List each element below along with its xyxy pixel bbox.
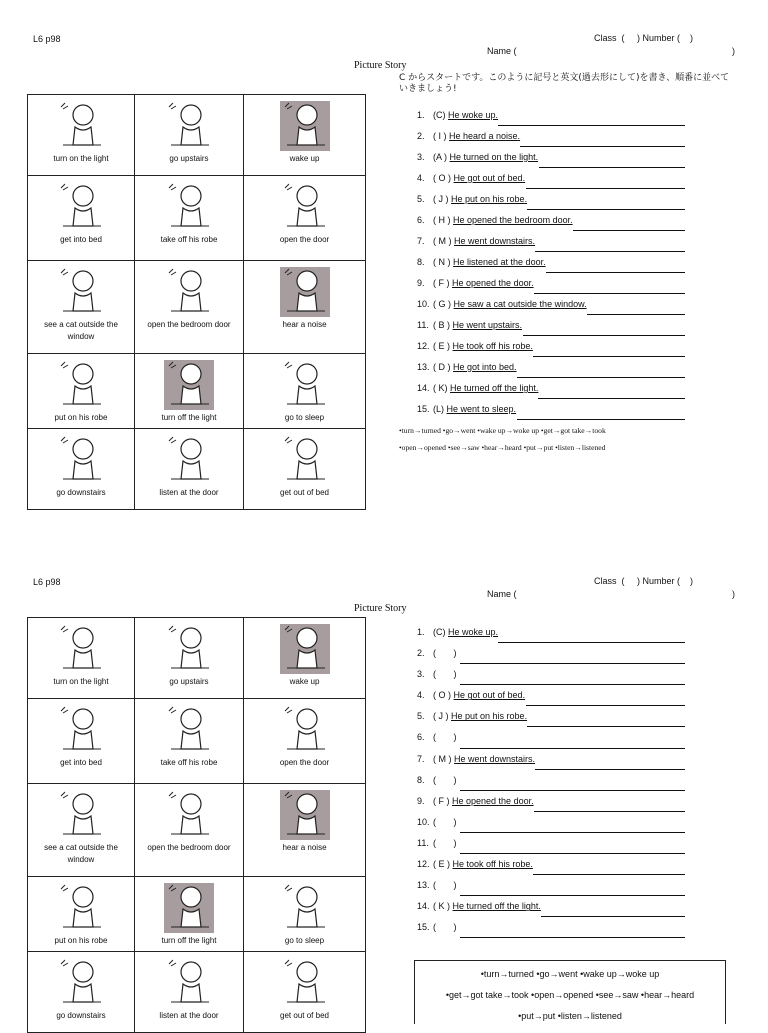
answer-number: 4. — [417, 173, 425, 183]
answer-list — [417, 627, 707, 943]
name-field: Name ( ) — [487, 589, 735, 599]
picture-cell — [244, 784, 366, 877]
picture-label: listen at the door — [159, 1011, 219, 1020]
answer-letter: ( J ) — [433, 194, 449, 204]
answer-number: 11. — [417, 837, 429, 848]
lamp-person-picture — [53, 622, 109, 676]
bedroom-door-picture — [161, 788, 217, 842]
grid-row — [28, 618, 366, 699]
answer-letter: ( ) — [433, 669, 457, 680]
answer-number: 2. — [417, 648, 425, 659]
answer-text: He opened the bedroom door. — [453, 215, 573, 225]
picture-label: go downstairs — [56, 488, 106, 497]
answer-text: He got into bed. — [453, 362, 517, 372]
picture-cell — [244, 877, 366, 952]
picture-label: wake up — [289, 154, 320, 163]
answer-number: 13. — [417, 880, 430, 891]
answer-text: He opened the door. — [452, 278, 534, 288]
lesson-label: L6 p98 — [33, 577, 61, 587]
worksheet-blank — [0, 543, 768, 1024]
answer-underline — [527, 209, 685, 210]
answer-line[interactable] — [417, 775, 707, 796]
picture-cell — [28, 354, 135, 429]
answer-letter: ( H ) — [433, 215, 451, 225]
answer-number: 3. — [417, 669, 425, 680]
answer-number: 7. — [417, 236, 425, 246]
answer-letter: ( F ) — [433, 278, 450, 288]
answer-underline — [534, 293, 685, 294]
picture-label: see a cat outside the window — [44, 843, 118, 864]
answer-letter: (L) — [433, 404, 444, 414]
answer-line[interactable] — [417, 901, 707, 922]
name-label: Name ( — [487, 589, 517, 599]
answer-underline — [587, 314, 685, 315]
answer-underline — [460, 663, 685, 664]
answer-underline — [460, 853, 685, 854]
hint-line: •get→got take→took •open→opened •see→saw •hear→heard — [445, 990, 695, 1000]
answer-letter: ( ) — [433, 816, 457, 827]
answer-text: He woke up. — [448, 110, 499, 120]
picture-cell — [28, 176, 135, 261]
picture-cell — [135, 784, 244, 877]
answer-letter: (A ) — [433, 152, 448, 162]
answer-letter: ( F ) — [433, 795, 450, 806]
answer-line[interactable] — [417, 173, 707, 194]
answer-line[interactable] — [417, 383, 707, 404]
answer-underline — [517, 377, 685, 378]
downstairs-picture — [53, 433, 109, 487]
number-label: Number ( ) — [642, 33, 694, 43]
light-off-picture — [161, 881, 217, 935]
answer-letter: ( N ) — [433, 257, 451, 267]
answer-line[interactable] — [417, 215, 707, 236]
picture-label: put on his robe — [54, 413, 108, 422]
answer-number: 1. — [417, 627, 425, 637]
answer-underline — [460, 937, 685, 938]
answer-letter: ( ) — [433, 880, 457, 891]
class-label: Class ( ) — [594, 33, 641, 43]
answer-number: 10. — [417, 299, 430, 309]
answer-letter: ( E ) — [433, 859, 450, 870]
answer-number: 9. — [417, 795, 425, 806]
answer-text: He woke up. — [448, 627, 499, 637]
picture-label: get out of bed — [280, 1011, 329, 1020]
answer-text: He opened the door. — [452, 795, 534, 806]
answer-number: 7. — [417, 753, 425, 764]
picture-label: go to sleep — [284, 936, 325, 945]
answer-underline — [539, 167, 685, 168]
picture-grid — [27, 94, 366, 510]
answer-line[interactable] — [417, 194, 707, 215]
answer-line[interactable] — [417, 131, 707, 152]
answer-letter: ( ) — [433, 774, 457, 785]
picture-cell — [135, 952, 244, 1033]
picture-cell — [28, 95, 135, 176]
answer-number: 8. — [417, 774, 425, 785]
out-of-bed-picture — [277, 956, 333, 1010]
answer-letter: ( O ) — [433, 690, 451, 701]
picture-cell — [135, 176, 244, 261]
answer-line[interactable] — [417, 859, 707, 880]
picture-label: turn off the light — [161, 936, 217, 945]
answer-underline — [520, 146, 685, 147]
picture-label: go downstairs — [56, 1011, 106, 1020]
listen-door-picture — [161, 956, 217, 1010]
robe-picture — [161, 703, 217, 757]
answer-number: 3. — [417, 152, 425, 162]
name-label: Name ( — [487, 46, 517, 56]
answer-text: He put on his robe. — [451, 194, 528, 204]
waking-person-picture — [277, 99, 333, 153]
out-of-bed-picture — [277, 433, 333, 487]
answer-text: He put on his robe. — [451, 711, 528, 722]
answer-underline — [526, 705, 685, 706]
name-field: Name ( ) — [487, 46, 735, 56]
picture-cell — [135, 618, 244, 699]
answer-text: He heard a noise. — [449, 131, 521, 141]
door-picture — [277, 180, 333, 234]
answer-underline — [460, 790, 685, 791]
grid-row — [28, 952, 366, 1033]
answer-underline — [546, 272, 685, 273]
picture-grid — [27, 617, 366, 1033]
page-title: Picture Story — [354, 60, 407, 71]
answer-number: 12. — [417, 859, 430, 870]
number-label: Number ( ) — [642, 576, 694, 586]
answer-number: 6. — [417, 215, 425, 225]
answer-list — [417, 110, 707, 425]
answer-text: He turned on the light. — [449, 152, 539, 162]
noise-picture — [277, 788, 333, 842]
picture-cell — [244, 261, 366, 354]
picture-label: get into bed — [60, 758, 102, 767]
answer-number: 13. — [417, 362, 430, 372]
answer-letter: ( J ) — [433, 711, 449, 722]
light-off-picture — [161, 358, 217, 412]
answer-text: He got out of bed. — [453, 173, 526, 183]
answer-underline — [533, 874, 685, 875]
grid-row — [28, 429, 366, 510]
robe-on-picture — [53, 358, 109, 412]
answer-number: 1. — [417, 110, 425, 120]
answer-text: He went downstairs. — [454, 236, 536, 246]
answer-text: He went downstairs. — [454, 753, 536, 764]
answer-number: 15. — [417, 922, 430, 933]
answer-underline — [533, 356, 685, 357]
picture-label: go upstairs — [169, 154, 209, 163]
answer-line[interactable] — [417, 838, 707, 859]
picture-cell — [244, 618, 366, 699]
bed-picture — [53, 703, 109, 757]
answer-text: He turned off the light. — [450, 383, 539, 393]
answer-underline — [460, 684, 685, 685]
picture-label: see a cat outside the window — [44, 320, 118, 341]
answer-letter: ( G ) — [433, 299, 451, 309]
answer-text: He turned off the light. — [452, 901, 541, 912]
listen-door-picture — [161, 433, 217, 487]
answer-letter: ( K ) — [433, 901, 450, 912]
answer-line[interactable] — [417, 669, 707, 690]
picture-label: open the bedroom door — [147, 843, 231, 852]
answer-number: 11. — [417, 320, 429, 330]
answer-letter: ( ) — [433, 922, 457, 933]
picture-label: get into bed — [60, 235, 102, 244]
picture-cell — [244, 176, 366, 261]
picture-cell — [135, 354, 244, 429]
picture-label: put on his robe — [54, 936, 108, 945]
answer-letter: ( K) — [433, 383, 448, 393]
picture-cell — [244, 354, 366, 429]
class-number-field — [594, 576, 693, 586]
picture-label: take off his robe — [160, 235, 218, 244]
grid-row — [28, 176, 366, 261]
bed-picture — [53, 180, 109, 234]
page-title: Picture Story — [354, 603, 407, 614]
answer-letter: ( I ) — [433, 131, 447, 141]
downstairs-picture — [53, 956, 109, 1010]
answer-number: 9. — [417, 278, 425, 288]
grid-row — [28, 261, 366, 354]
answer-letter: (C) — [433, 110, 446, 120]
picture-label: go upstairs — [169, 677, 209, 686]
picture-cell — [28, 699, 135, 784]
answer-line[interactable] — [417, 711, 707, 732]
answer-line[interactable] — [417, 627, 707, 648]
answer-letter: ( ) — [433, 648, 457, 659]
answer-underline — [541, 916, 685, 917]
answer-letter: ( O ) — [433, 173, 451, 183]
class-number-field — [594, 33, 693, 43]
picture-label: turn off the light — [161, 413, 217, 422]
picture-label: take off his robe — [160, 758, 218, 767]
answer-text: He got out of bed. — [453, 690, 526, 701]
picture-label: hear a noise — [282, 843, 327, 852]
picture-label: open the bedroom door — [147, 320, 231, 329]
answer-underline — [535, 251, 685, 252]
answer-underline — [460, 748, 685, 749]
answer-line[interactable] — [417, 299, 707, 320]
picture-cell — [135, 95, 244, 176]
answer-underline — [535, 769, 685, 770]
answer-number: 5. — [417, 194, 425, 204]
answer-line[interactable] — [417, 796, 707, 817]
answer-line[interactable] — [417, 880, 707, 901]
noise-picture — [277, 265, 333, 319]
answer-underline — [498, 125, 685, 126]
answer-line[interactable] — [417, 922, 707, 943]
answer-line[interactable] — [417, 754, 707, 775]
answer-underline — [523, 335, 685, 336]
picture-cell — [135, 699, 244, 784]
answer-letter: ( B ) — [433, 320, 450, 330]
hint-line: •turn→turned •go→went •wake up→woke up — [480, 969, 660, 979]
answer-underline — [517, 419, 685, 420]
answer-text: He took off his robe. — [452, 341, 533, 351]
grid-row — [28, 877, 366, 952]
answer-line[interactable] — [417, 236, 707, 257]
verb-hints — [399, 422, 606, 456]
sleep-picture — [277, 881, 333, 935]
answer-number: 14. — [417, 383, 430, 393]
answer-number: 12. — [417, 341, 430, 351]
picture-label: turn on the light — [53, 154, 109, 163]
cat-window-picture — [53, 265, 109, 319]
answer-letter: ( D ) — [433, 362, 451, 372]
picture-cell — [28, 784, 135, 877]
sleep-picture — [277, 358, 333, 412]
answer-text: He listened at the door. — [453, 257, 546, 267]
lesson-label: L6 p98 — [33, 34, 61, 44]
hint-line: •turn→turned •go→went •wake up→woke up •get→got take→took — [399, 426, 606, 435]
answer-text: He went to sleep. — [446, 404, 517, 414]
answer-number: 4. — [417, 690, 425, 701]
picture-label: get out of bed — [280, 488, 329, 497]
picture-label: listen at the door — [159, 488, 219, 497]
picture-cell — [244, 429, 366, 510]
picture-label: hear a noise — [282, 320, 327, 329]
picture-label: go to sleep — [284, 413, 325, 422]
hint-line: •open→opened •see→saw •hear→heard •put→put •listen→listened — [399, 443, 606, 452]
picture-cell — [244, 952, 366, 1033]
stairs-picture — [161, 622, 217, 676]
picture-cell — [28, 877, 135, 952]
answer-number: 15. — [417, 404, 430, 414]
answer-underline — [573, 230, 685, 231]
answer-line[interactable] — [417, 362, 707, 383]
picture-label: open the door — [279, 758, 330, 767]
picture-cell — [28, 261, 135, 354]
grid-row — [28, 95, 366, 176]
waking-person-picture — [277, 622, 333, 676]
picture-cell — [135, 261, 244, 354]
robe-on-picture — [53, 881, 109, 935]
lamp-person-picture — [53, 99, 109, 153]
answer-line[interactable] — [417, 690, 707, 711]
answer-line[interactable] — [417, 648, 707, 669]
answer-letter: ( ) — [433, 837, 457, 848]
answer-number: 10. — [417, 816, 430, 827]
robe-picture — [161, 180, 217, 234]
answer-line[interactable] — [417, 817, 707, 838]
answer-underline — [498, 642, 685, 643]
answer-text: He went upstairs. — [452, 320, 523, 330]
stairs-picture — [161, 99, 217, 153]
picture-label: open the door — [279, 235, 330, 244]
answer-underline — [460, 895, 685, 896]
picture-cell — [135, 429, 244, 510]
door-picture — [277, 703, 333, 757]
answer-line[interactable] — [417, 110, 707, 131]
class-label: Class ( ) — [594, 576, 641, 586]
answer-text: He took off his robe. — [452, 859, 533, 870]
answer-line[interactable] — [417, 152, 707, 173]
instruction-text: C からスタートです。このように記号と英文(過去形にして)を書き、順番に並べていきましょう! — [399, 73, 730, 94]
cat-window-picture — [53, 788, 109, 842]
answer-underline — [526, 188, 685, 189]
answer-line[interactable] — [417, 320, 707, 341]
grid-row — [28, 699, 366, 784]
answer-line[interactable] — [417, 732, 707, 753]
picture-cell — [244, 95, 366, 176]
answer-line[interactable] — [417, 278, 707, 299]
answer-underline — [460, 832, 685, 833]
answer-text: He saw a cat outside the window. — [453, 299, 587, 309]
answer-underline — [538, 398, 685, 399]
answer-number: 6. — [417, 732, 425, 743]
answer-number: 2. — [417, 131, 425, 141]
bedroom-door-picture — [161, 265, 217, 319]
answer-letter: ( M ) — [433, 236, 452, 246]
picture-cell — [28, 429, 135, 510]
picture-label: turn on the light — [53, 677, 109, 686]
picture-cell — [135, 877, 244, 952]
verb-hints-box — [414, 960, 726, 1024]
answer-letter: (C) — [433, 627, 446, 637]
answer-underline — [527, 726, 685, 727]
answer-underline — [534, 811, 685, 812]
answer-letter: ( E ) — [433, 341, 450, 351]
picture-cell — [244, 699, 366, 784]
picture-label: wake up — [289, 677, 320, 686]
answer-line[interactable] — [417, 257, 707, 278]
answer-line[interactable] — [417, 341, 707, 362]
picture-cell — [28, 618, 135, 699]
answer-number: 14. — [417, 901, 430, 912]
picture-cell — [28, 952, 135, 1033]
answer-number: 5. — [417, 711, 425, 722]
hint-line: •put→put •listen→listened — [518, 1011, 622, 1021]
grid-row — [28, 354, 366, 429]
answer-letter: ( ) — [433, 732, 457, 743]
grid-row — [28, 784, 366, 877]
answer-letter: ( M ) — [433, 753, 452, 764]
answer-number: 8. — [417, 257, 425, 267]
